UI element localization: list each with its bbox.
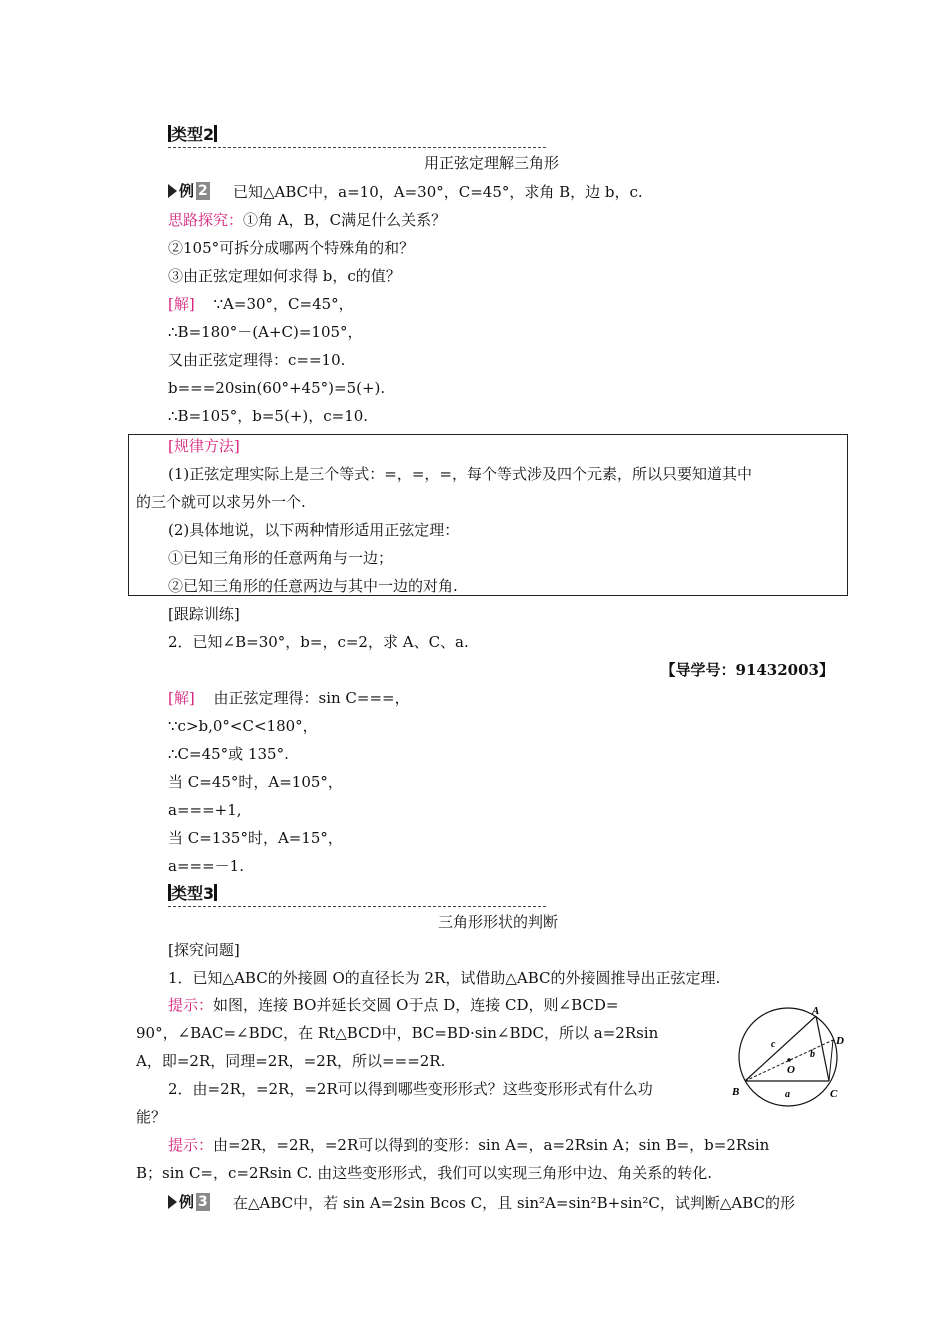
label-C: C [830,1088,838,1100]
label-a: a [785,1089,790,1100]
inquiry-label: [探究问题] [168,941,240,959]
example3-question: 在△ABC中，若 sin A=2sin Bcos C，且 sin²A=sin²B+sin²C，试判断△ABC的形 [233,1194,795,1212]
hint1-label: 提示： [168,996,214,1014]
solution-line-4: b===20sin(60°+45°)=5(+). [168,379,386,397]
side-c [745,1016,816,1081]
practice-solution-line-7: a===－1. [168,857,244,875]
hint1-line-1: 如图，连接 BO并延长交圆 O于点 D，连接 CD，则∠BCD= [213,996,619,1014]
label-A: A [812,1005,820,1017]
segment-CD [829,1040,833,1081]
solution-line-2: ∴B=180°－(A+C)=105°， [168,323,363,341]
inquiry-q1: 1．已知△ABC的外接圆 O的直径长为 2R，试借助△ABC的外接圆推导出正弦定理. [168,969,721,987]
hint2-label: 提示： [168,1136,214,1154]
practice-solution-line-3: ∴C=45°或 135°. [168,745,289,763]
center-point [787,1058,791,1062]
hint-row-1 [168,210,446,230]
hint-label: 思路探究： [168,211,244,229]
solution-label: [解] [168,295,195,313]
example2-question: 已知△ABC中，a=10，A=30°，C=45°，求角 B，边 b，c. [233,183,643,201]
practice-solution-label: [解] [168,689,195,707]
solution-row-1 [168,294,354,314]
hint-line-2: ②105°可拆分成哪两个特殊角的和？ [168,239,415,257]
hint2-row-1 [168,1135,769,1155]
label-O: O [787,1064,795,1076]
method-line-3: (2)具体地说，以下两种情形适用正弦定理： [168,521,460,539]
hint-line-1: ①角 A，B，C满足什么关系？ [243,211,447,229]
q2-line-2: 能？ [136,1108,167,1126]
q2-line-1: 2．由=2R，=2R，=2R可以得到哪些变形形式？这些变形形式有什么功 [168,1080,653,1098]
practice-solution-line-2: ∵c>b,0°<C<180°， [168,717,318,735]
hint1-line-2: 90°，∠BAC=∠BDC，在 Rt△BCD中，BC=BD·sin∠BDC，所以 a=2Rsin [136,1024,659,1042]
example2-badge: 例 2 [168,182,210,200]
hint-line-3: ③由正弦定理如何求得 b，c的值？ [168,267,401,285]
practice-solution-line-4: 当 C=45°时，A=105°， [168,773,343,791]
method-line-2: 的三个就可以求另外一个. [136,493,306,511]
hint1-row-1 [168,995,618,1015]
method-line-1: (1)正弦定理实际上是三个等式：=，=，=，每个等式涉及四个元素，所以只要知道其中 [168,465,752,483]
method-line-5: ②已知三角形的任意两边与其中一边的对角. [168,577,458,595]
practice-question: 2．已知∠B=30°，b=，c=2，求 A、C、a. [168,633,469,651]
type2-divider [168,147,546,148]
side-b [816,1016,829,1081]
method-label: [规律方法] [168,437,240,455]
solution-line-1: ∵A=30°，C=45°， [213,295,354,313]
label-b: b [810,1049,815,1060]
label-D: D [836,1035,844,1047]
practice-solution-line-5: a===+1, [168,801,242,819]
label-c: c [771,1039,776,1050]
circumcircle-figure [725,1000,850,1112]
example3-badge: 例 3 [168,1193,210,1211]
type3-tag: 类型3 [168,884,217,904]
type2-tag: 类型2 [168,125,217,145]
practice-solution-row-1 [168,688,410,708]
hint1-line-3: A，即=2R，同理=2R，=2R，所以===2R. [136,1052,446,1070]
guide-number: 【导学号：91432003】 [660,661,834,679]
practice-solution-line-1: 由正弦定理得：sin C===， [213,689,410,707]
type2-title: 用正弦定理解三角形 [424,154,560,172]
practice-solution-line-6: 当 C=135°时，A=15°， [168,829,343,847]
practice-label: [跟踪训练] [168,605,240,623]
type3-title: 三角形形状的判断 [438,913,559,931]
solution-line-5: ∴B=105°，b=5(+)，c=10. [168,407,369,425]
method-box [128,434,848,596]
method-line-4: ①已知三角形的任意两角与一边； [168,549,394,567]
label-B: B [732,1086,740,1098]
solution-line-3: 又由正弦定理得：c==10. [168,351,346,369]
type3-divider [168,906,546,907]
hint2-line-2: B；sin C=，c=2Rsin C. 由这些变形形式，我们可以实现三角形中边、角关系的转化. [136,1164,712,1182]
hint2-line-1: 由=2R，=2R，=2R可以得到的变形：sin A=，a=2Rsin A；sin B=，b=2Rsin [213,1136,770,1154]
